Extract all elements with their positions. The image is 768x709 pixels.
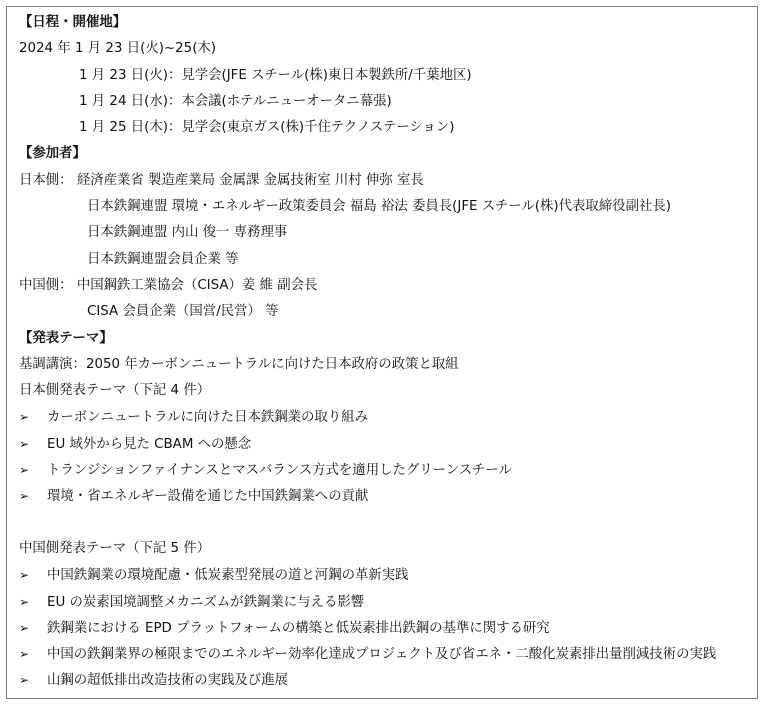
schedule-heading: 【日程・開催地】 (19, 15, 127, 30)
schedule-range: 2024 年 1 月 23 日(火)~25(木) (19, 41, 217, 57)
theme-text: 山鋼の超低排出改造技術の実践及び進展 (47, 673, 289, 689)
arrow-bullet-icon: ➢ (19, 463, 30, 478)
arrow-bullet-icon: ➢ (19, 594, 30, 609)
schedule-day: 1 月 25 日(木)：見学会(東京ガス(株)千住テクノステーション) (79, 120, 455, 136)
arrow-bullet-icon: ➢ (19, 410, 30, 425)
theme-text: 環境・省エネルギー設備を通じた中国鉄鋼業への貢献 (47, 489, 369, 505)
arrow-bullet-icon: ➢ (19, 436, 30, 451)
theme-text: 中国鉄鋼業の環境配慮・低炭素型発展の道と河鋼の革新実践 (47, 568, 409, 584)
spacer (19, 510, 757, 536)
participants-japan-item: 日本鉄鋼連盟 内山 俊一 専務理事 (87, 225, 288, 241)
list-item (19, 562, 757, 588)
theme-text: EU 域外から見た CBAM への懸念 (47, 436, 252, 452)
schedule-day: 1 月 23 日(火)：見学会(JFE スチール(株)東日本製鉄所/千葉地区) (79, 67, 472, 83)
participants-japan-item: 日本鉄鋼連盟会員企業 等 (87, 251, 239, 267)
theme-text: トランジションファイナンスとマスバランス方式を適用したグリーンスチール (47, 463, 512, 479)
participants-china-first: 中国側： 中国鋼鉄工業協会（CISA）姜 維 副会長 (19, 277, 318, 293)
china-themes-heading: 中国側発表テーマ（下記 5 件） (19, 540, 211, 556)
participants-heading: 【参加者】 (19, 146, 86, 162)
list-item (19, 457, 757, 483)
participants-japan-first: 日本側： 経済産業省 製造産業局 金属課 金属技術室 川村 伸弥 室長 (19, 172, 424, 188)
arrow-bullet-icon: ➢ (19, 489, 30, 504)
arrow-bullet-icon: ➢ (19, 647, 30, 662)
arrow-bullet-icon: ➢ (19, 620, 30, 635)
list-item (19, 615, 757, 641)
theme-text: EU の炭素国境調整メカニズムが鉄鋼業に与える影響 (47, 594, 365, 610)
list-item (19, 431, 757, 457)
keynote: 基調講演：2050 年カーボンニュートラルに向けた日本政府の政策と取組 (19, 356, 459, 372)
list-item (19, 483, 757, 509)
list-item (19, 667, 757, 693)
theme-text: 鉄鋼業における EPD プラットフォームの構築と低炭素排出鉄鋼の基準に関する研究 (47, 620, 550, 636)
theme-text: カーボンニュートラルに向けた日本鉄鋼業の取り組み (47, 410, 368, 426)
arrow-bullet-icon: ➢ (19, 673, 30, 688)
list-item (19, 404, 757, 430)
themes-heading: 【発表テーマ】 (19, 330, 113, 346)
theme-text: 中国の鉄鋼業界の極限までのエネルギー効率化達成プロジェクト及び省エネ・二酸化炭素排出量削減技術の実践 (47, 647, 717, 663)
japan-themes-heading: 日本側発表テーマ（下記 4 件） (19, 383, 211, 399)
schedule-day: 1 月 24 日(水)：本会議(ホテルニューオータニ幕張) (79, 93, 392, 109)
info-box (6, 6, 758, 699)
list-item (19, 641, 757, 667)
participants-china-item: CISA 会員企業（国営/民営） 等 (87, 304, 279, 320)
list-item (19, 589, 757, 615)
arrow-bullet-icon: ➢ (19, 568, 30, 583)
participants-japan-item: 日本鉄鋼連盟 環境・エネルギー政策委員会 福島 裕法 委員長(JFE スチール(株)代表取締役副社長) (87, 199, 671, 215)
